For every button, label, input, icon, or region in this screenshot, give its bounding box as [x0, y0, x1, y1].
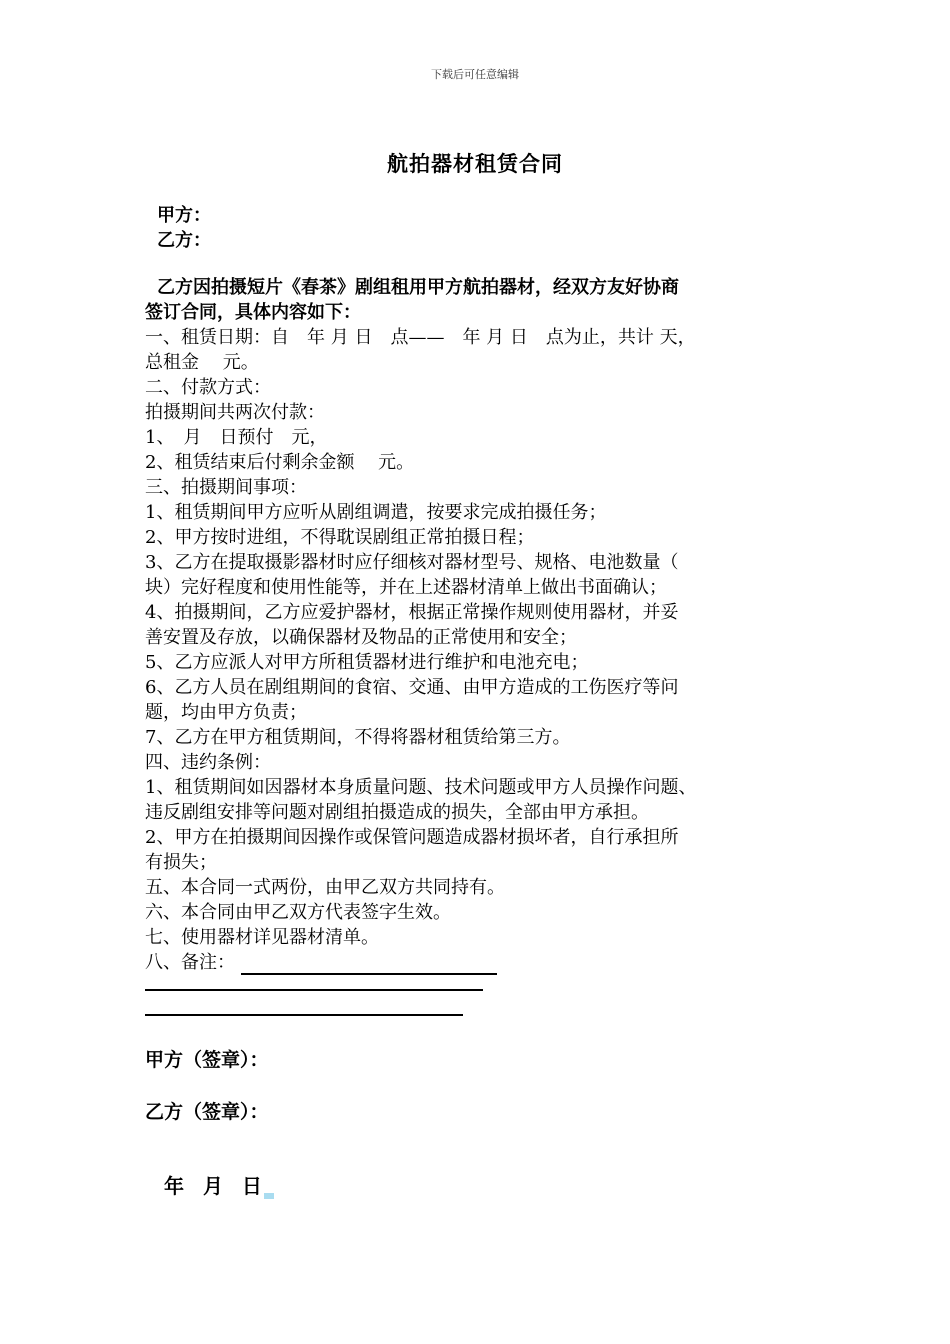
clause-line: 2、甲方按时进组，不得耽误剧组正常拍摄日程； — [145, 527, 535, 548]
remark-blank-line — [145, 1014, 463, 1016]
header-note: 下载后可任意编辑 — [431, 68, 519, 81]
remark-label: 八、备注： — [145, 952, 235, 973]
clause-line: 2、甲方在拍摄期间因操作或保管问题造成器材损坏者，自行承担所 — [145, 827, 679, 848]
party-b-signature-label: 乙方（签章）： — [145, 1101, 269, 1123]
clause-line: 善安置及存放，以确保器材及物品的正常使用和安全； — [145, 627, 577, 648]
party-a-signature-label: 甲方（签章）： — [145, 1049, 269, 1071]
remark-blank-line — [241, 955, 497, 975]
clause-line: 四、违约条例： — [145, 752, 271, 773]
clause-line: 1、 月 日预付 元， — [145, 427, 328, 448]
contract-body — [145, 275, 825, 975]
clause-line: 7、乙方在甲方租赁期间，不得将器材租赁给第三方。 — [145, 727, 571, 748]
remark-row — [145, 950, 825, 975]
remark-blank-line — [145, 989, 483, 991]
clause-line: 二、付款方式： — [145, 377, 271, 398]
clause-line: 一、租赁日期：自 年 月 日 点—— 年 月 日 点为止，共计 天， — [145, 327, 696, 348]
party-a-label: 甲方： — [157, 205, 211, 226]
clause-line: 拍摄期间共两次付款： — [145, 402, 325, 423]
clause-line: 题，均由甲方负责； — [145, 702, 307, 723]
intro-line-1: 乙方因拍摄短片《春茶》剧组租用甲方航拍器材，经双方友好协商 — [157, 277, 679, 298]
clause-line: 五、本合同一式两份，由甲乙双方共同持有。 — [145, 877, 505, 898]
party-b-label: 乙方： — [157, 230, 211, 251]
clause-line: 2、租赁结束后付剩余金额 元。 — [145, 452, 415, 473]
clause-line: 六、本合同由甲乙双方代表签字生效。 — [145, 902, 451, 923]
contract-title: 航拍器材租赁合同 — [387, 151, 563, 176]
clause-line: 三、拍摄期间事项： — [145, 477, 307, 498]
date-text: 年 月 日 — [164, 1174, 262, 1198]
clause-line: 6、乙方人员在剧组期间的食宿、交通、由甲方造成的工伤医疗等问 — [145, 677, 679, 698]
clause-line: 总租金 元。 — [145, 352, 259, 373]
clause-line: 4、拍摄期间，乙方应爱护器材，根据正常操作规则使用器材，并妥 — [145, 602, 679, 623]
clause-line: 5、乙方应派人对甲方所租赁器材进行维护和电池充电； — [145, 652, 589, 673]
clause-line: 违反剧组安排等问题对剧组拍摄造成的损失，全部由甲方承担。 — [145, 802, 649, 823]
clause-line: 3、乙方在提取摄影器材时应仔细核对器材型号、规格、电池数量（ — [145, 552, 679, 573]
signature-date — [164, 1170, 274, 1199]
text-cursor-mark — [264, 1193, 274, 1199]
intro-line-2: 签订合同，具体内容如下： — [145, 302, 361, 323]
clause-line: 块）完好程度和使用性能等，并在上述器材清单上做出书面确认； — [145, 577, 667, 598]
clause-line: 有损失； — [145, 852, 217, 873]
clause-line: 七、使用器材详见器材清单。 — [145, 927, 379, 948]
clause-line: 1、租赁期间如因器材本身质量问题、技术问题或甲方人员操作问题、 — [145, 777, 697, 798]
clause-line: 1、租赁期间甲方应听从剧组调遣，按要求完成拍摄任务； — [145, 502, 607, 523]
